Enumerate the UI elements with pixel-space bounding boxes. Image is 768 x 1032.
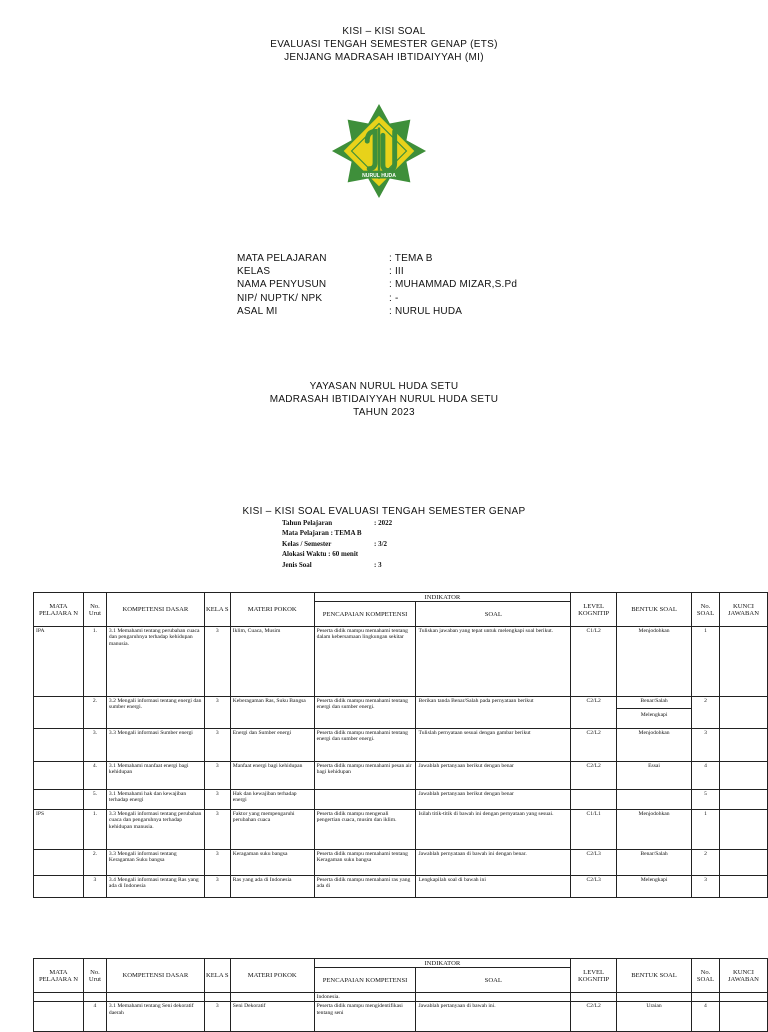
kd-cell: 3.1 Memahami tentang Seni dekoratif daerah <box>106 1002 204 1032</box>
info-row <box>237 265 517 278</box>
no-soal-cell: 4 <box>691 1002 719 1032</box>
materi-cell <box>230 993 314 1002</box>
meta-row <box>282 528 392 538</box>
no-soal-cell: 3 <box>692 876 720 898</box>
madrasah-emblem-icon <box>330 102 428 200</box>
mapel-cell <box>34 762 84 790</box>
header-bentuk: BENTUK SOAL <box>617 593 692 627</box>
no-urut-cell: 5. <box>83 790 106 810</box>
no-urut-cell <box>83 993 106 1002</box>
no-soal-cell: 4 <box>692 762 720 790</box>
level-cell: C2/L3 <box>571 876 617 898</box>
header-kunci: KUNCI JAWABAN <box>719 959 767 993</box>
materi-cell: Ras yang ada di Indonesia <box>230 876 314 898</box>
no-urut-cell: 1. <box>83 627 106 697</box>
no-urut-cell: 2. <box>83 697 106 729</box>
kelas-cell: 3 <box>204 850 230 876</box>
header-no-soal: No. SOAL <box>691 959 719 993</box>
no-soal-cell: 1 <box>692 627 720 697</box>
mapel-cell <box>34 729 84 762</box>
level-cell <box>571 993 617 1002</box>
info-label: ASAL MI <box>237 305 278 317</box>
materi-cell: Keberagaman Ras, Suku Bangsa <box>230 697 314 729</box>
pencapaian-cell: Peserta didik mampu memahami tentang dalam kebersamaan lingkungan sekitar <box>314 627 416 697</box>
mapel-cell <box>34 1002 84 1032</box>
meta-row <box>282 549 392 559</box>
cover-line-3: JENJANG MADRASAH IBTIDAIYYAH (MI) <box>284 52 484 63</box>
info-value: : - <box>389 292 399 304</box>
mapel-cell <box>34 790 84 810</box>
soal-cell: Jawablah pertanyaan berikut dengan benar <box>416 762 571 790</box>
kunci-cell <box>719 810 767 850</box>
no-soal-cell: 2 <box>692 697 720 729</box>
meta-row <box>282 539 392 549</box>
meta-label: Kelas / Semester <box>282 539 332 548</box>
kunci-cell <box>719 1002 767 1032</box>
mapel-cell: IPS <box>34 810 84 850</box>
bentuk-cell: Uraian <box>617 1002 692 1032</box>
bentuk-cell <box>617 697 692 729</box>
soal-cell: Berikan tanda Benar/Salah pada pernyataan berikut <box>416 697 571 729</box>
soal-cell: Lengkapilah soal di bawah ini <box>416 876 571 898</box>
kelas-cell: 3 <box>204 729 230 762</box>
kunci-cell <box>719 993 767 1002</box>
soal-cell: Jawablah pernyataan di bawah ini dengan benar. <box>416 850 571 876</box>
table-row <box>34 1002 768 1032</box>
bentuk-cell: Melengkapi <box>617 876 692 898</box>
header-pencapaian: PENCAPAIAN KOMPETENSI <box>314 602 416 627</box>
kunci-cell <box>719 627 767 697</box>
materi-cell: Manfaat energi bagi kehidupan <box>230 762 314 790</box>
foundation-line-2: MADRASAH IBTIDAIYYAH NURUL HUDA SETU <box>269 394 499 405</box>
no-soal-cell: 2 <box>692 850 720 876</box>
section-meta <box>282 518 392 570</box>
pencapaian-cell: Peserta didik mampu memahami tentang energi dan sumber energi. <box>314 697 416 729</box>
soal-cell: Isilah titik-titik di bawah ini dengan pernyataan yang sesuai. <box>416 810 571 850</box>
kd-cell: 3.1 Memahami hak dan kewajiban terhadap energi <box>106 790 204 810</box>
info-value: : NURUL HUDA <box>389 305 463 317</box>
bentuk-cell <box>617 993 692 1002</box>
materi-cell: Keragaman suku bangsa <box>230 850 314 876</box>
pencapaian-cell: Peserta didik mampu memahami tentang Keragaman suku bangsa <box>314 850 416 876</box>
materi-cell: Iklim, Cuaca, Musim <box>230 627 314 697</box>
no-soal-cell: 5 <box>692 790 720 810</box>
bentuk-primary: Benar/Salah <box>617 698 691 709</box>
mapel-cell <box>34 697 84 729</box>
header-pencapaian: PENCAPAIAN KOMPETENSI <box>314 968 416 993</box>
info-label: NAMA PENYUSUN <box>237 279 327 291</box>
header-no-urut: No. Urut <box>83 593 106 627</box>
kd-cell: 3.2 Mengali informasi tentang energi dan sumber energi. <box>106 697 204 729</box>
kelas-cell: 3 <box>204 876 230 898</box>
soal-cell: Jawablah pertanyaan berikut dengan benar <box>416 790 571 810</box>
header-no-urut: No. Urut <box>83 959 106 993</box>
pencapaian-cell: Peserta didik mampu memahami ras yang ada di <box>314 876 416 898</box>
kd-cell: 3.1 Memahami tentang perubahan cuaca dan pengaruhnya terhadap kehidupan manusia. <box>106 627 204 697</box>
header-no-soal: No. SOAL <box>692 593 720 627</box>
bentuk-secondary: Melengkapi <box>640 712 668 719</box>
info-row <box>237 292 517 305</box>
header-mapel: MATA PELAJARA N <box>34 959 84 993</box>
header-kd: KOMPETENSI DASAR <box>106 593 204 627</box>
no-urut-cell: 2. <box>83 850 106 876</box>
kisi-table-continued <box>33 958 768 1032</box>
header-soal: SOAL <box>416 968 571 993</box>
meta-value: : 3 <box>374 560 382 569</box>
header-mapel: MATA PELAJARA N <box>34 593 84 627</box>
no-urut-cell: 3. <box>83 729 106 762</box>
kunci-cell <box>719 876 767 898</box>
info-row <box>237 278 517 291</box>
level-cell <box>571 790 617 810</box>
header-kelas: KELA S <box>204 959 230 993</box>
meta-label: Mata Pelajaran : TEMA B <box>282 529 362 538</box>
kunci-cell <box>719 729 767 762</box>
level-cell: C2/L2 <box>571 729 617 762</box>
kd-cell: 3.3 Mengali informasi tentang Keragaman Suku bangsa <box>106 850 204 876</box>
level-cell: C2/L3 <box>571 850 617 876</box>
kunci-cell <box>719 850 767 876</box>
table-row <box>34 790 768 810</box>
meta-label: Alokasi Waktu : 60 menit <box>282 550 359 559</box>
kd-cell <box>106 993 204 1002</box>
header-bentuk: BENTUK SOAL <box>617 959 692 993</box>
level-cell: C1/L1 <box>571 810 617 850</box>
bentuk-cell: Benar/Salah <box>617 850 692 876</box>
bentuk-cell <box>617 790 692 810</box>
kelas-cell: 3 <box>204 627 230 697</box>
header-indikator: INDIKATOR <box>314 959 571 968</box>
header-soal: SOAL <box>416 602 571 627</box>
foundation-line-3: TAHUN 2023 <box>353 407 415 418</box>
header-kd: KOMPETENSI DASAR <box>106 959 204 993</box>
pencapaian-cell: Peserta didik mampu mengenali pengertian cuaca, musim dan iklim. <box>314 810 416 850</box>
table-row <box>34 729 768 762</box>
no-urut-cell: 1. <box>83 810 106 850</box>
meta-value: : 2022 <box>374 519 393 527</box>
kunci-cell <box>719 762 767 790</box>
info-value: : MUHAMMAD MIZAR,S.Pd <box>389 279 518 291</box>
pencapaian-cell: Peserta didik mampu memahami tentang energi dan sumber energi. <box>314 729 416 762</box>
cover-line-2: EVALUASI TENGAH SEMESTER GENAP (ETS) <box>270 39 498 50</box>
bentuk-cell: Menjodohkan <box>617 729 692 762</box>
meta-value: : 3/2 <box>374 539 388 548</box>
cover-info <box>237 252 517 318</box>
mapel-cell: IPA <box>34 627 84 697</box>
kd-cell: 3.3 Mengali informasi tentang perubahan cuaca dan pengaruhnya terhadap kehidupan manusia. <box>106 810 204 850</box>
meta-row <box>282 560 392 570</box>
header-level: LEVEL KOGNITIP <box>571 959 617 993</box>
pencapaian-cell: Indonesia. <box>314 993 416 1002</box>
level-cell: C2/L2 <box>571 1002 617 1032</box>
meta-label: Jenis Soal <box>282 560 312 569</box>
header-kunci: KUNCI JAWABAN <box>719 593 767 627</box>
foundation-heading <box>0 380 768 419</box>
info-value: : III <box>389 266 404 278</box>
kelas-cell: 3 <box>204 810 230 850</box>
header-kelas: KELA S <box>204 593 230 627</box>
cover-line-1: KISI – KISI SOAL <box>342 26 426 37</box>
level-cell: C2/L2 <box>571 697 617 729</box>
table-row <box>34 850 768 876</box>
kelas-cell: 3 <box>204 790 230 810</box>
soal-cell: Tulislah pernyataan sesuai dengan gambar berikut <box>416 729 571 762</box>
cover-heading <box>0 25 768 64</box>
level-cell: C2/L2 <box>571 762 617 790</box>
table-row <box>34 993 768 1002</box>
kelas-cell: 3 <box>204 762 230 790</box>
bentuk-cell: Menjodohkan <box>617 810 692 850</box>
kunci-cell <box>719 790 767 810</box>
header-materi: MATERI POKOK <box>230 593 314 627</box>
table-row <box>34 697 768 729</box>
no-urut-cell: 4. <box>83 762 106 790</box>
table-row <box>34 810 768 850</box>
kelas-cell: 3 <box>204 697 230 729</box>
table-row <box>34 762 768 790</box>
pencapaian-cell: Peserta didik mampu memahami pesan air bagi kehidupan <box>314 762 416 790</box>
level-cell: C1/L2 <box>571 627 617 697</box>
mapel-cell <box>34 993 84 1002</box>
soal-cell <box>416 993 571 1002</box>
table-row <box>34 627 768 697</box>
meta-row <box>282 518 392 528</box>
kd-cell: 3.3 Mengali informasi Sumber energi <box>106 729 204 762</box>
materi-cell: Seni Dekoratif <box>230 1002 314 1032</box>
info-label: KELAS <box>237 266 271 278</box>
meta-label: Tahun Pelajaran <box>282 519 333 527</box>
logo-text: NURUL HUDA <box>362 172 396 179</box>
bentuk-cell: Menjodohkan <box>617 627 692 697</box>
no-soal-cell: 3 <box>692 729 720 762</box>
pencapaian-cell: Peserta didik mampu mengidentifikasi tentang seni <box>314 1002 416 1032</box>
info-row <box>237 252 517 265</box>
soal-cell: Tuliskan jawaban yang tepat untuk melengkapi soal berikut. <box>416 627 571 697</box>
mapel-cell <box>34 850 84 876</box>
kelas-cell: 3 <box>204 1002 230 1032</box>
no-urut-cell: 3 <box>83 876 106 898</box>
foundation-line-1: YAYASAN NURUL HUDA SETU <box>309 381 459 392</box>
header-indikator: INDIKATOR <box>314 593 571 602</box>
info-label: MATA PELAJARAN <box>237 253 327 264</box>
kunci-cell <box>719 697 767 729</box>
table-row <box>34 876 768 898</box>
mapel-cell <box>34 876 84 898</box>
info-row <box>237 305 517 318</box>
kelas-cell <box>204 993 230 1002</box>
pencapaian-cell <box>314 790 416 810</box>
bentuk-cell: Essai <box>617 762 692 790</box>
materi-cell: Hak dan kewajiban terhadap energi <box>230 790 314 810</box>
kd-cell: 3.4 Mengali informasi tentang Ras yang ada di Indonesia <box>106 876 204 898</box>
soal-cell: Jawablah pertanyaan di bawah ini. <box>416 1002 571 1032</box>
no-soal-cell <box>691 993 719 1002</box>
info-value: : TEMA B <box>389 253 433 264</box>
header-level: LEVEL KOGNITIP <box>571 593 617 627</box>
info-label: NIP/ NUPTK/ NPK <box>237 292 323 304</box>
materi-cell: Faktor yang mempengaruhi perubahan cuaca <box>230 810 314 850</box>
kisi-table <box>33 592 768 898</box>
no-urut-cell: 4 <box>83 1002 106 1032</box>
no-soal-cell: 1 <box>692 810 720 850</box>
materi-cell: Energi dan Sumber energi <box>230 729 314 762</box>
kd-cell: 3.1 Memahami manfaat energi bagi kehidupan <box>106 762 204 790</box>
header-materi: MATERI POKOK <box>230 959 314 993</box>
section-title: KISI – KISI SOAL EVALUASI TENGAH SEMESTER GENAP <box>242 506 526 517</box>
